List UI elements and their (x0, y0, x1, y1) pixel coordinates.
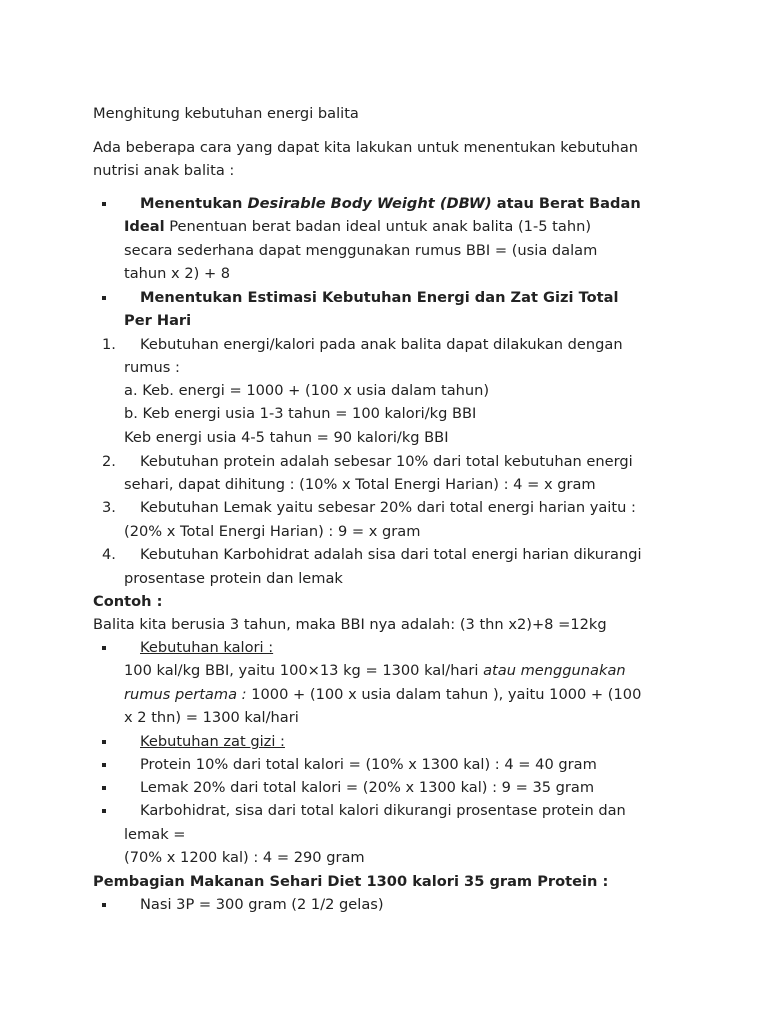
item2-line-1: Kebutuhan protein adalah sebesar 10% dari total kebutuhan energi (140, 453, 633, 470)
fat-line: Lemak 20% dari total kalori = (20% x 1300 kal) : 9 = 35 gram (140, 779, 595, 796)
calorie-line-2: rumus pertama : 1000 + (100 x usia dalam tahun ), yaitu 1000 + (100 (124, 686, 642, 703)
carb-line-2: lemak = (124, 826, 186, 843)
number-marker: 3. (102, 499, 116, 516)
bullet-square-icon (102, 903, 106, 907)
item3-line-2: (20% x Total Energi Harian) : 9 = x gram (124, 523, 421, 540)
example-line: Balita kita berusia 3 tahun, maka BBI nya adalah: (3 thn x2)+8 =12kg (93, 616, 607, 633)
bullet-square-icon (102, 646, 106, 650)
item4-line-2: prosentase protein dan lemak (124, 570, 343, 587)
intro-line-2: nutrisi anak balita : (93, 162, 235, 179)
section1-line-4: tahun x 2) + 8 (124, 265, 231, 282)
section1-heading: Menentukan Desirable Body Weight (DBW) atau Berat Badan (140, 195, 641, 212)
bullet-square-icon (102, 202, 106, 206)
item1-line-4: b. Keb energi usia 1-3 tahun = 100 kalori/kg BBI (124, 405, 477, 422)
section1-line-3: secara sederhana dapat menggunakan rumus BBI = (usia dalam (124, 242, 598, 259)
item4-line-1: Kebutuhan Karbohidrat adalah sisa dari total energi harian dikurangi (140, 546, 642, 563)
doc-title: Menghitung kebutuhan energi balita (93, 105, 359, 122)
calorie-heading: Kebutuhan kalori : (140, 639, 274, 656)
bullet-square-icon (102, 809, 106, 813)
carb-line-3: (70% x 1200 kal) : 4 = 290 gram (124, 849, 365, 866)
item3-line-1: Kebutuhan Lemak yaitu sebesar 20% dari total energi harian yaitu : (140, 499, 636, 516)
bullet-square-icon (102, 786, 106, 790)
number-marker: 1. (102, 336, 116, 353)
item1-line-1: Kebutuhan energi/kalori pada anak balita dapat dilakukan dengan (140, 336, 623, 353)
section2-heading: Menentukan Estimasi Kebutuhan Energi dan Zat Gizi Total (140, 289, 619, 306)
protein-line: Protein 10% dari total kalori = (10% x 1300 kal) : 4 = 40 gram (140, 756, 597, 773)
bullet-square-icon (102, 740, 106, 744)
distribution-heading: Pembagian Makanan Sehari Diet 1300 kalori 35 gram Protein : (93, 873, 609, 890)
calorie-line-1: 100 kal/kg BBI, yaitu 100×13 kg = 1300 kal/hari atau menggunakan (124, 662, 626, 679)
item1-line-3: a. Keb. energi = 1000 + (100 x usia dalam tahun) (124, 382, 490, 399)
item2-line-2: sehari, dapat dihitung : (10% x Total Energi Harian) : 4 = x gram (124, 476, 596, 493)
intro-line-1: Ada beberapa cara yang dapat kita lakukan untuk menentukan kebutuhan (93, 139, 639, 156)
rice-line: Nasi 3P = 300 gram (2 1/2 gelas) (140, 896, 384, 913)
item1-line-5: Keb energi usia 4-5 tahun = 90 kalori/kg BBI (124, 429, 449, 446)
bullet-square-icon (102, 296, 106, 300)
bullet-square-icon (102, 763, 106, 767)
carb-line-1: Karbohidrat, sisa dari total kalori dikurangi prosentase protein dan (140, 802, 626, 819)
calorie-line-3: x 2 thn) = 1300 kal/hari (124, 709, 299, 726)
item1-line-2: rumus : (124, 359, 180, 376)
section2-heading-cont: Per Hari (124, 312, 192, 329)
example-heading: Contoh : (93, 593, 163, 610)
number-marker: 4. (102, 546, 116, 563)
nutrient-heading: Kebutuhan zat gizi : (140, 733, 285, 750)
section1-line-2: Ideal Penentuan berat badan ideal untuk anak balita (1-5 tahn) (124, 218, 592, 235)
number-marker: 2. (102, 453, 116, 470)
